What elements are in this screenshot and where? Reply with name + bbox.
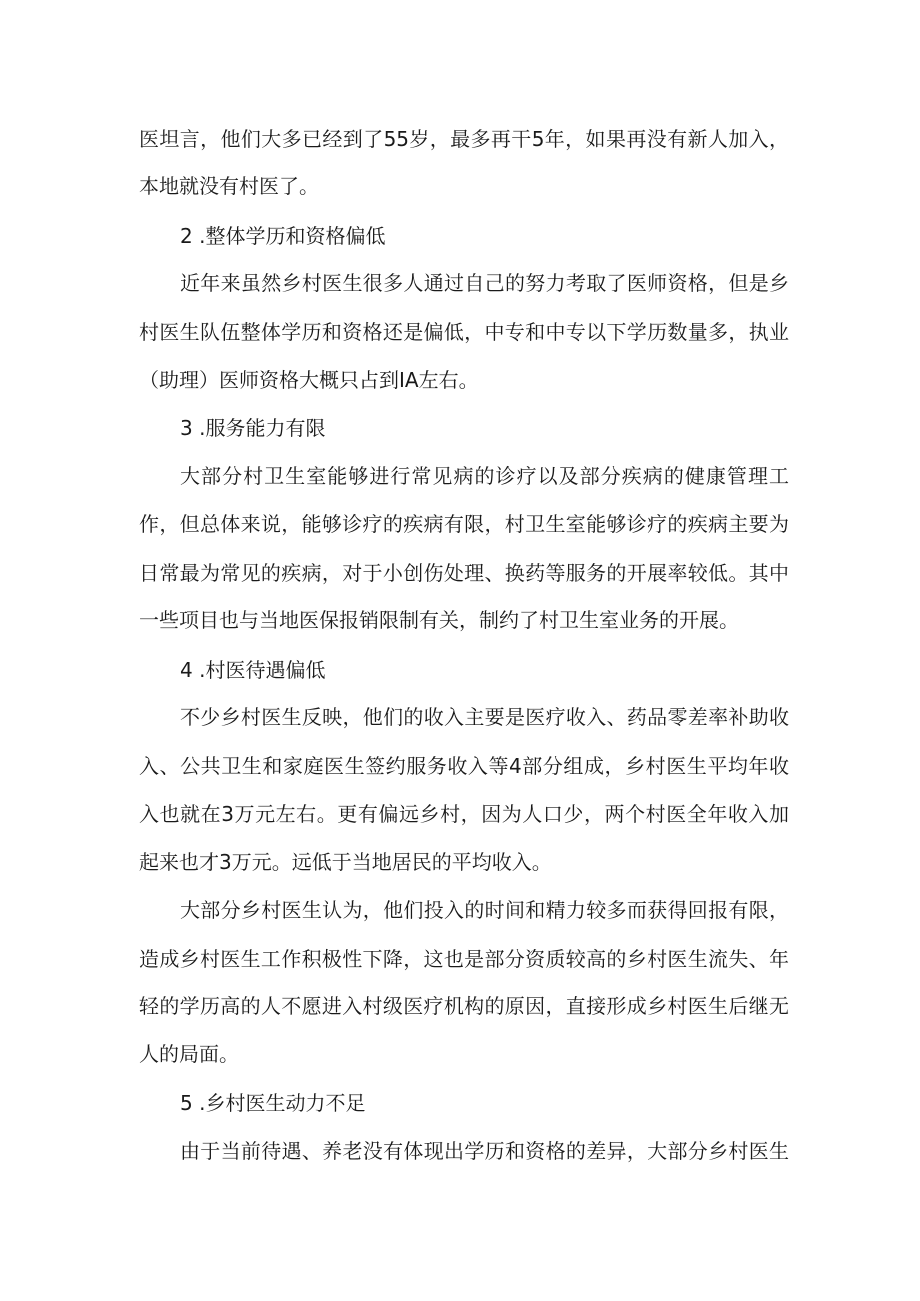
paragraph-line: 本地就没有村医了。: [139, 174, 319, 198]
paragraph-line: 日常最为常见的疾病，对于小创伤处理、换药等服务的开展率较低。其中: [139, 561, 789, 585]
section-heading: 5 .乡村医生动力不足: [180, 1091, 366, 1115]
paragraph-line: 轻的学历高的人不愿进入村级医疗机构的原因，直接形成乡村医生后继无: [139, 994, 789, 1018]
paragraph-line: 人的局面。: [139, 1042, 239, 1066]
paragraph-line: 起来也才3万元。远低于当地居民的平均收入。: [139, 850, 552, 874]
section-heading: 2 .整体学历和资格偏低: [180, 224, 386, 248]
paragraph-line: 大部分乡村医生认为，他们投入的时间和精力较多而获得回报有限，: [180, 898, 789, 922]
paragraph-line: 大部分村卫生室能够进行常见病的诊疗以及部分疾病的健康管理工: [180, 464, 789, 488]
paragraph-line: 近年来虽然乡村医生很多人通过自己的努力考取了医师资格，但是乡: [180, 271, 789, 295]
paragraph-line: 村医生队伍整体学历和资格还是偏低，中专和中专以下学历数量多，执业: [139, 320, 789, 344]
paragraph-line: （助理）医师资格大概只占到IA左右。: [139, 368, 479, 392]
paragraph-line: 造成乡村医生工作积极性下降，这也是部分资质较高的乡村医生流失、年: [139, 947, 789, 971]
paragraph-line: 入也就在3万元左右。更有偏远乡村，因为人口少，两个村医全年收入加: [139, 802, 789, 826]
paragraph-line: 医坦言，他们大多已经到了55岁，最多再干5年，如果再没有新人加入，: [139, 127, 789, 151]
paragraph-line: 不少乡村医生反映，他们的收入主要是医疗收入、药品零差率补助收: [180, 705, 789, 729]
paragraph-line: 入、公共卫生和家庭医生签约服务收入等4部分组成，乡村医生平均年收: [139, 754, 789, 778]
section-heading: 3 .服务能力有限: [180, 416, 326, 440]
paragraph-line: 由于当前待遇、养老没有体现出学历和资格的差异，大部分乡村医生: [180, 1139, 789, 1163]
section-heading: 4 .村医待遇偏低: [180, 658, 326, 682]
paragraph-line: 作，但总体来说，能够诊疗的疾病有限，村卫生室能够诊疗的疾病主要为: [139, 512, 789, 536]
paragraph-line: 一些项目也与当地医保报销限制有关，制约了村卫生室业务的开展。: [139, 608, 739, 632]
